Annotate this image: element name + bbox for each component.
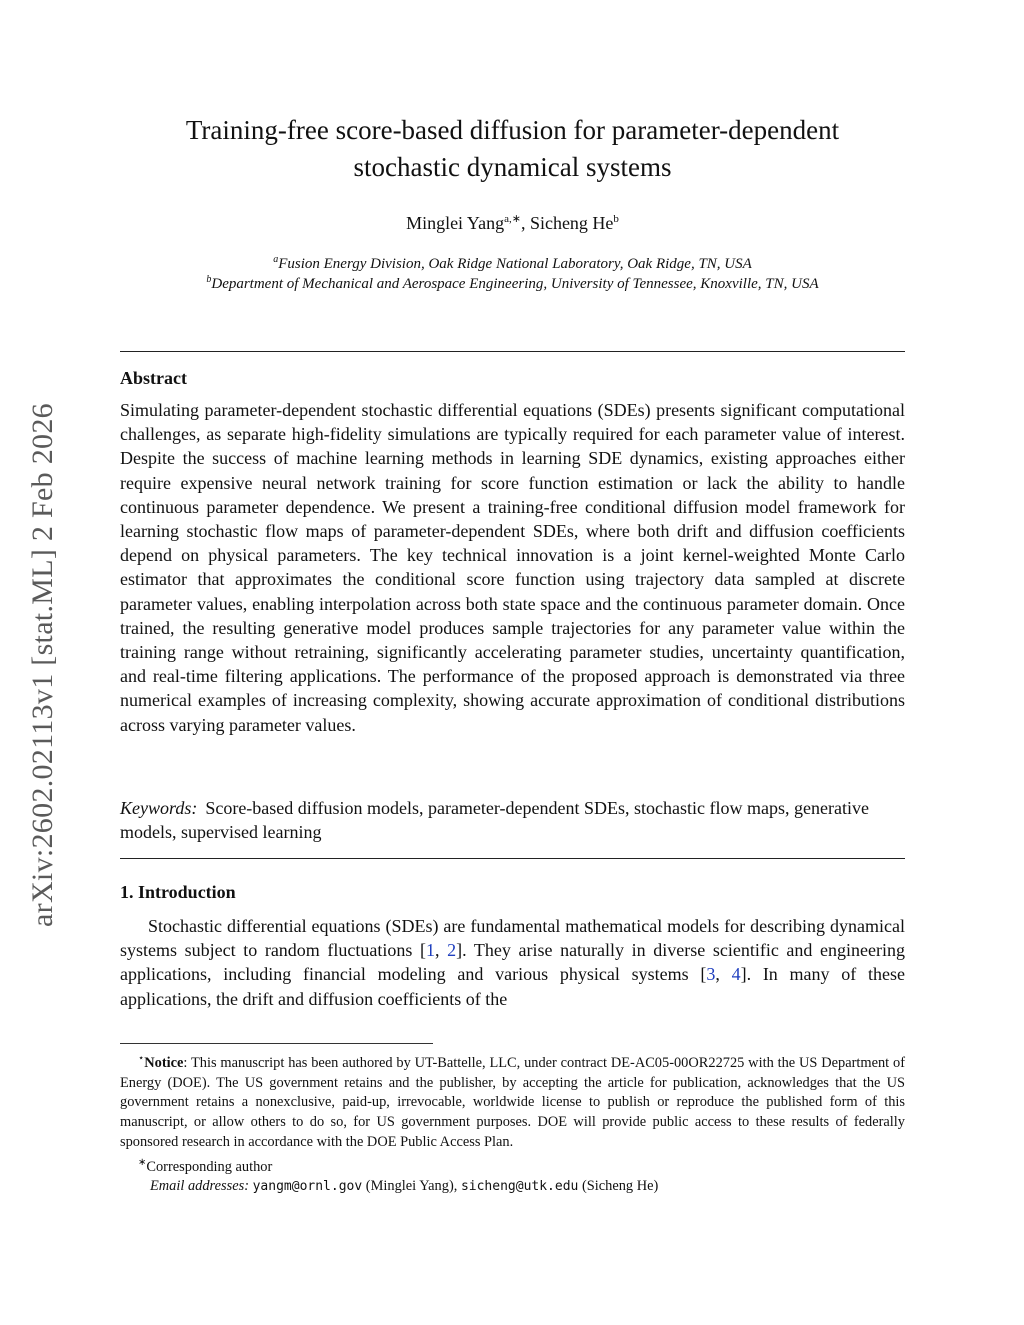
notice-text: : This manuscript has been authored by UT-Battelle, LLC, under contract DE-AC05-00OR22725 with the US Department of Energy (DOE). The US government retains and the publisher, by accepting the article for publication, acknowledges that the US government retains a nonexclusive, paid-up, irrevocable, worldwide license to publish or reproduce the published form of this manuscript, or allow others to do so, for US government purposes. DOE will provide public access to these results of federally sponsored research in accordance with the DOE Public Access Plan. [120,1054,905,1150]
corresponding-text: Corresponding author [146,1158,273,1175]
affiliation-a [120,254,905,273]
title-line-1: Training-free score-based diffusion for parameter-dependent [185,115,840,145]
introduction-paragraph [120,914,905,1011]
affiliation-b [120,274,905,293]
author-name: Minglei Yang [406,213,505,233]
author-name: Sicheng He [529,213,614,233]
footnote-rule [120,1043,433,1044]
citation-separator: , [715,964,732,985]
notice-footnote [120,1049,905,1153]
citation-link[interactable]: 2 [447,940,457,961]
keywords-text: Score-based diffusion models, parameter-dependent SDEs, stochastic flow maps, generative models, supervised learning [120,798,869,842]
keywords-label: Keywords: [120,798,198,818]
citation-separator: , [435,940,448,961]
email-owner: (Sicheng He) [581,1178,659,1195]
email-owner: (Minglei Yang), [365,1178,458,1195]
citation-link[interactable]: 3 [706,964,716,985]
affiliation-mark: a [273,254,279,265]
abstract-text: Simulating parameter-dependent stochastic differential equations (SDEs) presents significant computational challenges, as separate high-fidelity simulations are typically required for each parameter value of interest. Despite the success of machine learning methods in learning SDE dynamics, existing approaches either require expensive neural network training for score function estimation or lack the ability to handle continuous parameter dependence. We present a training-free conditional diffusion model framework for learning stochastic flow maps of parameter-dependent SDEs, where both drift and diffusion coefficients depend on physical parameters. The key technical innovation is a joint kernel-weighted Monte Carlo estimator that approximates the conditional score function using trajectory data sampled at discrete parameter values, enabling interpolation across both state space and the continuous parameter domain. Once trained, the resulting generative model produces sample trajectories for any parameter value within the training range without retraining, significantly accelerating parameter studies, uncertainty quantification, and real-time filtering applications. The performance of the proposed approach is demonstrated via three numerical examples of increasing complexity, showing accurate approximation of conditional distributions across varying parameter values. [120,400,905,735]
intro-text-part: ]. In many of these applications, the drift and diffusion coefficients of the [120,964,906,1009]
title-line-2: stochastic dynamical systems [353,152,672,182]
paper-title [120,112,905,186]
email-label: Email addresses: [150,1178,249,1195]
introduction-heading: 1. Introduction [120,882,236,902]
keywords [120,796,905,844]
author-marks: a,∗ [504,213,521,225]
citation-link[interactable]: 4 [731,964,741,985]
abstract-heading: Abstract [120,368,187,388]
affiliation-mark: b [206,274,212,285]
arxiv-side-stamp: arXiv:2602.02113v1 [stat.ML] 2 Feb 2026 [26,403,59,927]
footnotes [120,1049,905,1197]
intro-text-part: ]. They arise naturally in diverse scientific and engineering applications, including financial modeling and various physical systems [ [120,940,905,985]
author-list: Minglei Yang$^{a,∗}$, Sicheng He$^b$ [406,213,619,233]
email-footnote [120,1177,905,1197]
abstract-bottom-rule [120,858,905,859]
corresponding-footnote [120,1153,905,1178]
abstract-top-rule [120,351,905,352]
email-link[interactable]: yangm@ornl.gov [252,1179,363,1195]
corresponding-mark: ∗ [138,1156,147,1168]
affiliation-text: Fusion Energy Division, Oak Ridge National Laboratory, Oak Ridge, TN, USA [278,256,752,272]
author-marks: b [613,213,619,225]
citation-link[interactable]: 1 [426,940,435,961]
affiliation-text: Department of Mechanical and Aerospace Engineering, University of Tennessee, Knoxville, TN, USA [211,276,819,292]
notice-label: Notice [144,1054,184,1071]
intro-text-part: Stochastic differential equations (SDEs) are fundamental mathematical models for describing dynamical systems subject to random fluctuations [ [120,916,905,961]
notice-mark: ⋆ [138,1053,145,1064]
email-link[interactable]: sicheng@utk.edu [460,1179,579,1195]
